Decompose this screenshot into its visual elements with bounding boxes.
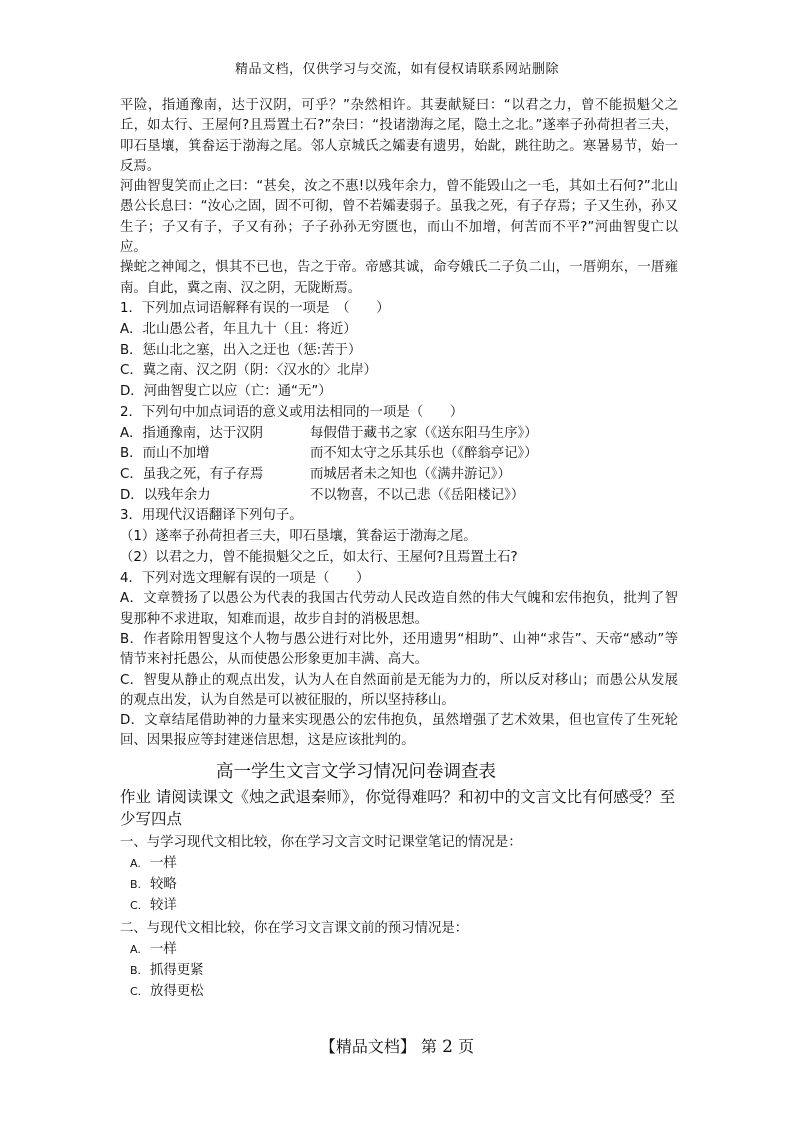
option-comparison: 每假借于藏书之家（《送东阳马生序》）: [310, 425, 538, 441]
option-sentence: A．指通豫南，达于汉阴: [120, 425, 264, 441]
choice-letter: C.: [130, 898, 142, 912]
question-1-stem: 1．下列加点词语解释有误的一项是 （ ）: [120, 300, 390, 316]
question-4-option-d: D．文章结尾借助神的力量来实现愚公的宏伟抱负，虽然增强了艺术效果，但也宣传了生死轮回、因果报应等封建迷信思想，这是应该批判的。: [120, 713, 678, 749]
choice-text: 一样: [150, 855, 177, 871]
survey-q1-choice-b: [130, 874, 678, 895]
choice-text: 抓得更紧: [150, 962, 204, 978]
choice-text: 较略: [150, 876, 177, 892]
question-2-option-a: [120, 424, 678, 445]
document-body: [120, 96, 678, 1002]
question-3-item-2: （2）以君之力，曾不能损魁父之丘，如太行、王屋何?且焉置土石?: [120, 549, 518, 565]
option-sentence: D．以残年余力: [120, 487, 211, 503]
survey-q2-choice-b: [130, 960, 678, 981]
page-header: 精品文档，仅供学习与交流，如有侵权请联系网站删除: [234, 62, 559, 77]
option-sentence: B．而山不加增: [120, 446, 210, 462]
survey-q1-choice-c: [130, 895, 678, 916]
survey-title: 高一学生文言文学习情况问卷调查表: [216, 761, 496, 782]
question-3-stem: 3．用现代汉语翻译下列句子。: [120, 508, 303, 524]
survey-question-2: 二、与现代文相比较，你在学习文言课文前的预习情况是：: [120, 920, 469, 936]
question-3-item-1: （1）遂率子孙荷担者三夫，叩石垦壤，箕畚运于渤海之尾。: [120, 528, 477, 544]
question-1-option-c: C．冀之南、汉之阴（阴：〈汉水的〉北岸）: [120, 363, 378, 379]
footer-label: 【精品文档】: [319, 1037, 416, 1056]
question-2-option-b: [120, 444, 678, 465]
choice-letter: A.: [130, 942, 141, 956]
question-4-option-c: C．智叟从静止的观点出发，认为人在自然面前是无能为力的，所以反对移山；而愚公从发展的观点出发，认为自然是可以被征服的，所以坚持移山。: [120, 672, 678, 708]
option-comparison: 而城居者未之知也（《满井游记》）: [310, 466, 511, 482]
choice-letter: A.: [130, 856, 141, 870]
homework-prompt: 作业 请阅读课文《烛之武退秦师》，你觉得难吗？和初中的文言文比有何感受？至少写四点: [120, 787, 676, 828]
choice-letter: B.: [130, 877, 142, 891]
option-sentence: C．虽我之死，有子存焉: [120, 466, 264, 482]
choice-text: 一样: [150, 941, 177, 957]
survey-q1-choice-a: [130, 853, 678, 874]
question-2-option-c: [120, 465, 678, 486]
choice-text: 较详: [150, 897, 177, 913]
question-2-option-d: [120, 486, 678, 507]
question-4-stem: 4．下列对选文理解有误的一项是（ ）: [120, 570, 370, 586]
choice-text: 放得更松: [150, 983, 204, 999]
passage-paragraph-1: 平险，指通豫南，达于汉阴，可乎？”杂然相许。其妻献疑曰：“以君之力，曾不能损魁父之丘，如太行、王屋何?且焉置土石?”杂曰：“投诸渤海之尾，隐土之北。”遂率子孙荷担者三夫，叩石垦壤，箕畚运于渤海之尾。邻人京城氏之孀妻有遗男，始龀，跳往助之。寒暑易节，始一反焉。: [120, 98, 678, 174]
passage-paragraph-3: 操蛇之神闻之，惧其不已也，告之于帝。帝感其诚，命夸娥氏二子负二山，一厝朔东，一厝雍南。自此，冀之南、汉之阴，无陇断焉。: [120, 260, 678, 296]
footer-page-suffix: 页: [458, 1037, 475, 1056]
page-number: 2: [442, 1037, 453, 1057]
option-comparison: 而不知太守之乐其乐也（《醉翁亭记》）: [310, 446, 538, 462]
question-1-option-b: B．惩山北之塞，出入之迂也（惩:苦于）: [120, 342, 362, 358]
survey-question-1: 一、与学习现代文相比较，你在学习文言文时记课堂笔记的情况是：: [120, 834, 522, 850]
question-4-option-a: A．文章赞扬了以愚公为代表的我国古代劳动人民改造自然的伟大气魄和宏伟抱负，批判了智叟那种不求进取，知难而退，故步自封的消极思想。: [120, 591, 678, 627]
option-comparison: 不以物喜，不以己悲（《岳阳楼记》）: [310, 487, 525, 503]
survey-q2-choice-a: [130, 939, 678, 960]
question-1-option-d: D．河曲智叟亡以应（亡：通“无”）: [120, 384, 332, 400]
survey-q2-choice-c: [130, 981, 678, 1002]
choice-letter: B.: [130, 963, 142, 977]
question-2-stem: 2．下列句中加点词语的意义或用法相同的一项是（ ）: [120, 404, 464, 420]
question-4-option-b: B．作者除用智叟这个人物与愚公进行对比外，还用遗男“相助”、山神“求告”、天帝“感动”等情节来衬托愚公，从而使愚公形象更加丰满、高大。: [120, 631, 678, 668]
question-1-option-a: A．北山愚公者，年且九十（且：将近）: [120, 321, 357, 337]
page-footer: [0, 1034, 794, 1057]
footer-page-prefix: 第: [421, 1037, 438, 1056]
passage-paragraph-2: 河曲智叟笑而止之曰：“甚矣，汝之不惠!以残年余力，曾不能毁山之一毛，其如土石何?”北山愚公长息曰：“汝心之固，固不可彻，曾不若孀妻弱子。虽我之死，有子存焉；子又生孙，孙又生子；子又有子，子又有孙；子子孙孙无穷匮也，而山不加增，何苦而不平?”河曲智叟亡以应。: [120, 179, 678, 256]
choice-letter: C.: [130, 984, 142, 998]
